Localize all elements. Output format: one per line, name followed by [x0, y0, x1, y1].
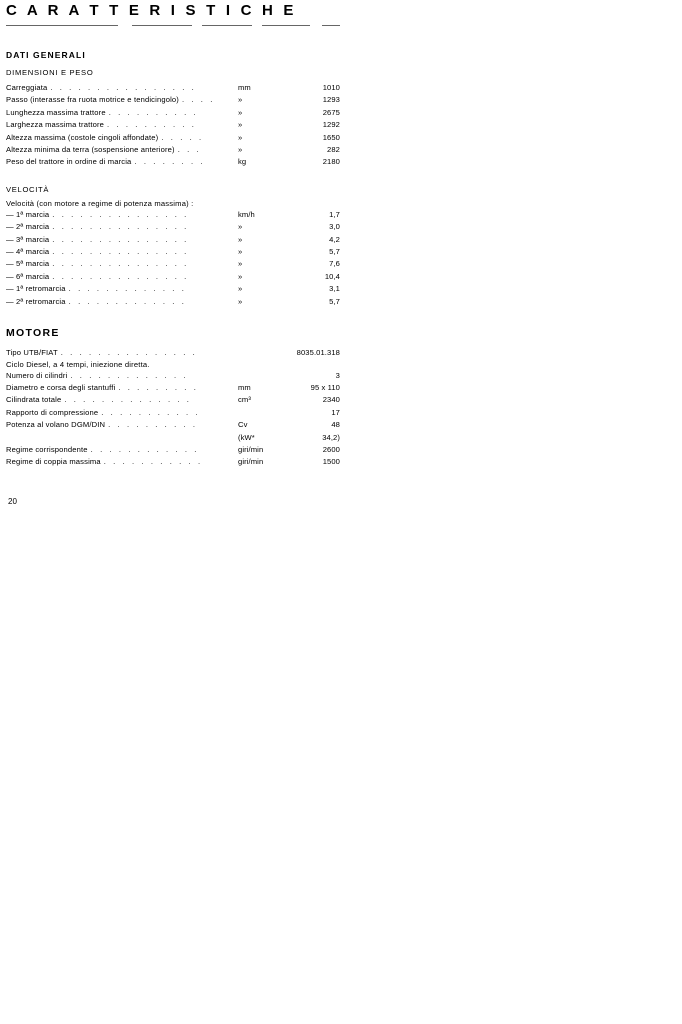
table-row	[6, 347, 340, 359]
spec-label-cell	[6, 246, 238, 258]
spec-label-cell	[6, 271, 238, 283]
spec-value: 10,4	[324, 271, 340, 281]
spec-label-cell	[6, 132, 238, 144]
header-divider-segment	[262, 25, 310, 26]
spec-value: 3,0	[329, 222, 340, 232]
spec-label-cell	[6, 444, 238, 456]
spec-label: Lunghezza massima trattore	[6, 108, 109, 117]
spec-label-cell	[6, 94, 238, 106]
spec-value: 282	[327, 145, 340, 155]
leader-dots: . . . . . . . . . . . . .	[68, 284, 187, 294]
spec-label: Larghezza massima trattore	[6, 120, 107, 129]
leader-dots: . . . . . . . . .	[118, 382, 199, 392]
content-column	[6, 50, 340, 469]
leader-dots: . . . . . . . . . . .	[103, 457, 203, 467]
spec-unit: kg	[238, 157, 247, 167]
table-row	[6, 283, 340, 295]
spec-label-cell	[6, 370, 238, 382]
spec-unit	[238, 370, 284, 382]
table-row	[6, 419, 340, 431]
spec-value: 1010	[322, 83, 340, 92]
spec-unit: »	[238, 222, 243, 232]
leader-dots: . . . . . . . . . . . . . .	[64, 395, 192, 405]
spec-label: — 4ª marcia	[6, 247, 52, 256]
spec-unit: giri/min	[238, 457, 264, 467]
spec-label: Peso del trattore in ordine di marcia	[6, 157, 134, 166]
spec-value: 5,7	[329, 296, 340, 306]
spec-value: 4,2	[329, 234, 340, 244]
spec-label-cell	[6, 419, 238, 431]
spec-unit	[238, 347, 284, 359]
table-row	[6, 132, 340, 144]
spec-label-cell	[6, 432, 238, 444]
spec-label: — 2ª marcia	[6, 222, 52, 231]
spec-label-cell	[6, 258, 238, 270]
spec-label	[6, 433, 9, 442]
spec-table-motore-tipo	[6, 347, 340, 359]
spec-value: 34,2)	[322, 432, 340, 442]
spec-unit: »	[238, 95, 243, 105]
leader-dots: . . . . . . . . . .	[108, 420, 198, 430]
table-row	[6, 221, 340, 233]
subsection-title-dimensioni-e-peso: DIMENSIONI E PESO	[6, 68, 94, 77]
leader-dots: . . . . . . . . . . . . .	[70, 370, 189, 380]
spec-value: 1,7	[329, 209, 340, 219]
spec-label-cell	[6, 382, 238, 394]
header-divider-segment	[322, 25, 340, 26]
leader-dots: . . . . . . . . . . . . . . .	[52, 271, 189, 281]
leader-dots: . . . . . . . . . . . . .	[68, 296, 187, 306]
page-header	[6, 0, 346, 22]
spec-value: 5,7	[329, 247, 340, 257]
spec-value: 1500	[322, 457, 340, 467]
spec-unit: giri/min	[238, 444, 264, 454]
spec-label: — 1ª marcia	[6, 210, 52, 219]
table-row	[6, 156, 340, 168]
spec-label: Cilindrata totale	[6, 395, 64, 404]
table-row	[6, 382, 340, 394]
spec-unit: »	[238, 107, 243, 117]
leader-dots: . . . .	[181, 95, 215, 105]
table-row	[6, 107, 340, 119]
spec-label: Numero di cilindri	[6, 371, 70, 380]
velocita-note: Velocità (con motore a regime di potenza massima) :	[6, 198, 194, 208]
table-row	[6, 234, 340, 246]
spec-label: Altezza massima (costole cingoli affondate)	[6, 133, 161, 142]
spec-label-cell	[6, 209, 238, 221]
spec-label: — 3ª marcia	[6, 235, 52, 244]
leader-dots: . . . . . . . . . . . . . . .	[52, 209, 189, 219]
spec-label-cell	[6, 394, 238, 406]
leader-dots: . . .	[177, 145, 202, 155]
spec-label: Tipo UTB/FIAT	[6, 348, 61, 357]
subsection-title-velocita: VELOCITÀ	[6, 184, 50, 194]
spec-unit: »	[238, 296, 243, 306]
spec-unit: »	[238, 284, 243, 294]
spec-label: — 5ª marcia	[6, 259, 52, 268]
table-row	[6, 246, 340, 258]
spec-label: — 2ª retromarcia	[6, 297, 69, 306]
spec-label-cell	[6, 156, 238, 168]
spec-label: Potenza al volano DGM/DIN	[6, 420, 108, 429]
spec-label-cell	[6, 234, 238, 246]
leader-dots: . . . . . . . . . . . . . . .	[52, 234, 189, 244]
spec-label: — 1ª retromarcia	[6, 284, 69, 293]
spec-value: 48	[331, 420, 340, 430]
leader-dots: . . . . . . . . . . . . . . .	[52, 222, 189, 232]
spec-value: 17	[331, 407, 340, 417]
spec-unit: »	[238, 259, 243, 269]
spec-label: Carreggiata	[6, 83, 50, 92]
header-divider	[6, 23, 340, 28]
table-row	[6, 444, 340, 456]
spec-label-cell	[6, 283, 238, 295]
spec-unit: »	[238, 234, 243, 244]
spec-value: 95 x 110	[310, 382, 340, 392]
spec-value: 1292	[322, 120, 340, 130]
spec-label: Rapporto di compressione	[6, 408, 101, 417]
spec-value: 1650	[322, 132, 340, 142]
spec-value: 1293	[322, 95, 340, 105]
spec-label-cell	[6, 221, 238, 233]
spec-label-cell	[6, 82, 238, 94]
spec-value: 2600	[322, 444, 340, 454]
spacer	[6, 308, 340, 327]
page-title: C A R A T T E R I S T I C H E	[6, 2, 297, 19]
spec-unit: »	[238, 145, 243, 155]
spec-unit: mm	[238, 382, 251, 392]
leader-dots: . . . . . . . . . . .	[101, 407, 201, 417]
leader-dots: . . . . . . . . . .	[108, 107, 199, 117]
header-divider-segment	[132, 25, 192, 26]
spec-label: Altezza minima da terra (sospensione anteriore)	[6, 145, 178, 154]
spec-label-cell	[6, 119, 238, 131]
spec-unit: »	[238, 120, 243, 130]
spacer	[6, 169, 340, 185]
spec-label-cell	[6, 407, 238, 419]
spec-value: 7,6	[329, 259, 340, 269]
spec-label-cell	[6, 347, 238, 359]
table-row	[6, 144, 340, 156]
spec-value: 2675	[322, 107, 340, 117]
leader-dots: . . . . . . . . . . . . . . . .	[50, 83, 197, 92]
spec-label: Regime di coppia massima	[6, 457, 104, 466]
spec-unit: (kW*	[238, 432, 255, 442]
motore-ciclo-note: Ciclo Diesel, a 4 tempi, iniezione diretta.	[6, 359, 150, 369]
spec-label: Regime corrispondente	[6, 445, 91, 454]
table-row	[6, 394, 340, 406]
spec-label-cell	[6, 144, 238, 156]
table-row	[6, 370, 340, 382]
header-divider-segment	[6, 25, 118, 26]
table-row	[6, 407, 340, 419]
table-row	[6, 258, 340, 270]
spec-table-dimensioni-e-peso	[6, 82, 340, 169]
page-number: 20	[8, 497, 17, 506]
table-row	[6, 94, 340, 106]
spec-label: Diametro e corsa degli stantuffi	[6, 383, 118, 392]
spec-label-cell	[6, 107, 238, 119]
table-row	[6, 119, 340, 131]
spec-value: 2340	[322, 395, 340, 405]
table-row	[6, 271, 340, 283]
spec-label-cell	[6, 296, 238, 308]
table-row	[6, 432, 340, 444]
spec-unit: cm³	[238, 395, 251, 405]
spec-unit: km/h	[238, 209, 255, 219]
spec-unit: »	[238, 247, 243, 257]
spec-label: Passo (interasse fra ruota motrice e tendicingolo)	[6, 95, 182, 104]
spec-value: 3,1	[329, 284, 340, 294]
spec-unit	[238, 407, 284, 419]
table-row	[6, 209, 340, 221]
header-divider-segment	[202, 25, 252, 26]
leader-dots: . . . . . . . . . . . . . . .	[52, 259, 189, 269]
leader-dots: . . . . . . . .	[134, 157, 206, 167]
leader-dots: . . . . . . . . . . . . . . .	[52, 247, 189, 257]
table-row	[6, 296, 340, 308]
spec-table-velocita	[6, 209, 340, 308]
spec-value: 2180	[322, 157, 340, 167]
leader-dots: . . . . . . . . . . . . . . .	[60, 348, 198, 358]
spec-unit: »	[238, 271, 243, 281]
table-row	[6, 82, 340, 94]
spec-label: — 6ª marcia	[6, 272, 52, 281]
spec-unit: »	[238, 132, 243, 142]
leader-dots: . . . . . . . . . . . .	[90, 444, 199, 454]
leader-dots: . . . . . . . . . .	[107, 120, 197, 130]
spec-unit: mm	[238, 83, 251, 92]
spec-value: 3	[335, 370, 340, 380]
section-title-dati-generali: DATI GENERALI	[6, 50, 86, 60]
section-title-motore: MOTORE	[6, 327, 60, 340]
spec-value: 8035.01.318	[296, 348, 340, 358]
table-row	[6, 456, 340, 468]
leader-dots: . . . . .	[161, 132, 204, 142]
spec-table-motore	[6, 370, 340, 469]
spec-unit: Cv	[238, 420, 248, 430]
spec-label-cell	[6, 456, 238, 468]
